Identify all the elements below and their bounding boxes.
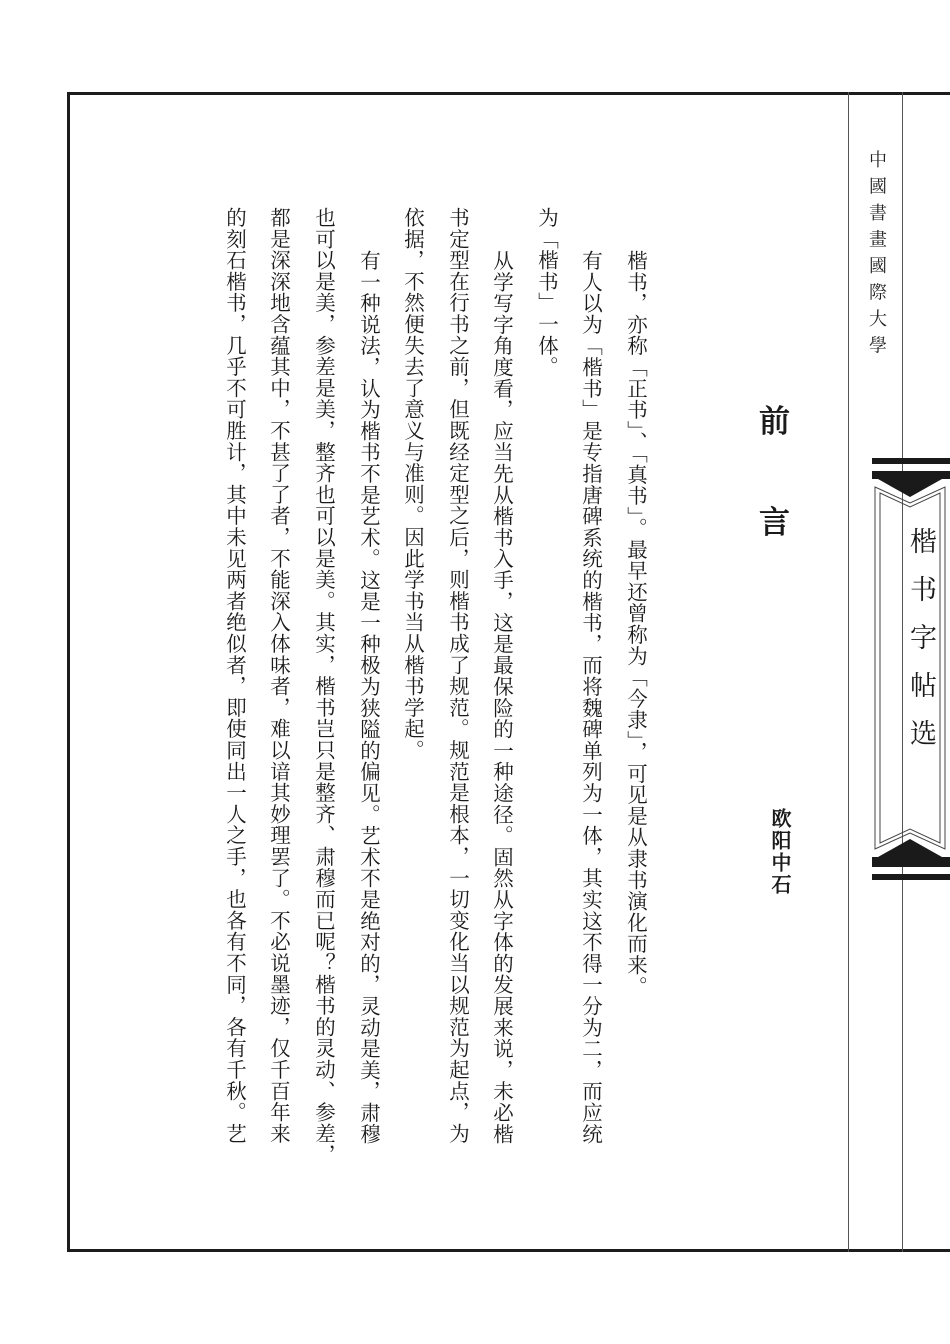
preface-column-4: 从学写字角度看，应当先从楷书入手，这是最保险的一种途径。固然从字体的发展来说，未必楷 xyxy=(489,250,514,1145)
author-name: 欧阳中石 xyxy=(768,808,792,896)
book-title-panel xyxy=(868,455,950,885)
preface-column-7: 有一种说法，认为楷书不是艺术。这是一种极为狭隘的偏见。艺术不是绝对的，灵动是美，肃穆 xyxy=(356,250,381,1145)
preface-title-char-1: 前 xyxy=(759,404,790,440)
preface-column-2: 有人以为「楷书」是专指唐碑系统的楷书，而将魏碑单列为一体，其实这不得一分为二，而应统 xyxy=(578,250,603,1145)
inner-rule-left xyxy=(848,92,849,1252)
preface-column-3: 为「楷书」一体。 xyxy=(534,207,559,378)
preface-column-6: 依据，不然便失去了意义与准则。因此学书当从楷书学起。 xyxy=(400,207,425,761)
preface-column-5: 书定型在行书之前，但既经定型之后，则楷书成了规范。规范是根本，一切变化当以规范为起点，为 xyxy=(445,207,470,1145)
preface-title-char-2: 言 xyxy=(759,505,790,541)
book-title: 楷书字帖选 xyxy=(905,527,936,767)
preface-column-10: 的刻石楷书，几乎不可胜计，其中未见两者绝似者，即使同出一人之手，也各有不同，各有千秋。艺 xyxy=(222,207,247,1145)
preface-column-8: 也可以是美，参差是美，整齐也可以是美。其实，楷书岂只是整齐、肃穆而已呢？楷书的灵动、参差， xyxy=(311,207,336,1166)
series-title: 中國書畫國際大學 xyxy=(866,150,887,362)
preface-column-9: 都是深深地含蕴其中，不甚了了者，不能深入体味者，难以谙其妙理罢了。不必说墨迹，仅千百年来 xyxy=(266,207,291,1145)
preface-column-1: 楷书，亦称「正书」、「真书」。最早还曾称为「今隶」，可见是从隶书演化而来。 xyxy=(623,250,648,998)
